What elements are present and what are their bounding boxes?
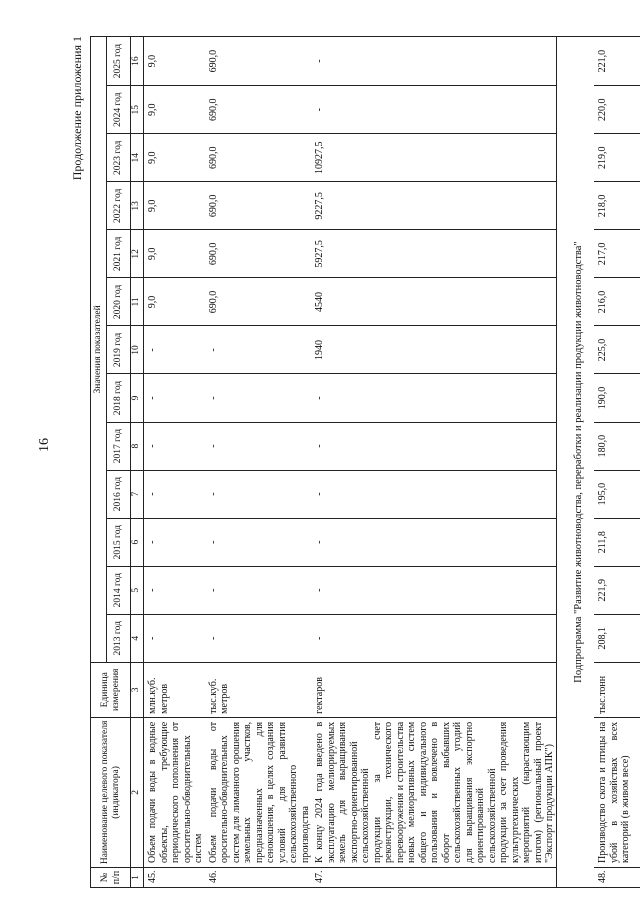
value-cell: 216,0 xyxy=(594,278,640,326)
value-cell: 221,9 xyxy=(594,566,640,614)
continuation-label: Продолжение приложения 1 xyxy=(70,36,84,181)
column-number: 9 xyxy=(131,374,144,422)
header-values-group: Значения показателей xyxy=(91,37,107,663)
value-cell: 221,0 xyxy=(594,37,640,86)
indicators-table xyxy=(90,36,640,888)
column-number: 14 xyxy=(131,134,144,182)
header-year: 2015 год xyxy=(107,518,131,566)
indicator-unit: гектаров xyxy=(311,662,556,717)
value-cell: 219,0 xyxy=(594,134,640,182)
value-cell: - xyxy=(144,518,205,566)
value-cell: - xyxy=(311,422,556,470)
row-number: 46. xyxy=(205,867,312,887)
column-number: 8 xyxy=(131,422,144,470)
value-cell: - xyxy=(311,518,556,566)
header-year: 2023 год xyxy=(107,134,131,182)
indicator-name: Объем подачи воды от оросительно-обводнительных систем для лиманного орошения земельных участков, предназначенных для сенокошения, в целях создания условий для развития сельскохозяйственного производства xyxy=(205,717,312,867)
column-number: 12 xyxy=(131,230,144,278)
header-year: 2013 год xyxy=(107,614,131,662)
rotated-page xyxy=(62,28,631,888)
subprogram-title: Подпрограмма "Развитие животноводства, переработки и реализации продукции животноводства" xyxy=(556,37,594,888)
indicator-name: Объем подачи воды в водные объекты, требующие периодического пополнения от оросительно-обводнительных систем xyxy=(144,717,205,867)
value-cell: - xyxy=(205,422,312,470)
value-cell: 5927,5 xyxy=(311,230,556,278)
header-year: 2016 год xyxy=(107,470,131,518)
value-cell: 690,0 xyxy=(205,37,312,86)
value-cell: 9,0 xyxy=(144,182,205,230)
value-cell: 208,1 xyxy=(594,614,640,662)
column-number: 16 xyxy=(131,37,144,86)
value-cell: 690,0 xyxy=(205,230,312,278)
value-cell: 9,0 xyxy=(144,134,205,182)
value-cell: - xyxy=(311,614,556,662)
column-number: 7 xyxy=(131,470,144,518)
indicator-unit: млн.куб. метров xyxy=(144,662,205,717)
value-cell: 9,0 xyxy=(144,86,205,134)
value-cell: - xyxy=(144,374,205,422)
indicator-unit: тыс.тонн xyxy=(594,662,640,717)
value-cell: 9,0 xyxy=(144,278,205,326)
value-cell: - xyxy=(311,374,556,422)
value-cell: 225,0 xyxy=(594,326,640,374)
header-year: 2014 год xyxy=(107,566,131,614)
row-number: 47. xyxy=(311,867,556,887)
table-row xyxy=(205,37,312,888)
value-cell: 180,0 xyxy=(594,422,640,470)
column-number: 2 xyxy=(131,717,144,867)
column-number: 3 xyxy=(131,662,144,717)
value-cell: - xyxy=(144,566,205,614)
value-cell: 690,0 xyxy=(205,182,312,230)
header-year: 2021 год xyxy=(107,230,131,278)
value-cell: - xyxy=(144,470,205,518)
value-cell: 9227,5 xyxy=(311,182,556,230)
value-cell: 690,0 xyxy=(205,86,312,134)
column-number: 1 xyxy=(131,867,144,887)
value-cell: - xyxy=(311,566,556,614)
indicator-unit: тыс.куб. метров xyxy=(205,662,312,717)
header-year: 2017 год xyxy=(107,422,131,470)
column-number: 4 xyxy=(131,614,144,662)
value-cell: 690,0 xyxy=(205,134,312,182)
header-year: 2020 год xyxy=(107,278,131,326)
value-cell: 211,8 xyxy=(594,518,640,566)
column-number: 11 xyxy=(131,278,144,326)
value-cell: - xyxy=(205,374,312,422)
value-cell: - xyxy=(311,470,556,518)
value-cell: - xyxy=(205,614,312,662)
value-cell: 195,0 xyxy=(594,470,640,518)
value-cell: - xyxy=(144,422,205,470)
value-cell: - xyxy=(205,518,312,566)
header-year: 2018 год xyxy=(107,374,131,422)
row-number: 45. xyxy=(144,867,205,887)
header-year: 2019 год xyxy=(107,326,131,374)
value-cell: - xyxy=(311,37,556,86)
column-number: 5 xyxy=(131,566,144,614)
value-cell: 190,0 xyxy=(594,374,640,422)
table-row xyxy=(144,37,205,888)
header-num: № п/п xyxy=(91,867,131,887)
indicator-name: К концу 2024 года введено в эксплуатацию мелиорируемых земель для выращивания экспортно-ориентированной сельскохозяйственной продукции за счет реконструкции, технического перевооружения и строительства новых мелиоративных систем общего и индивидуального пользования и вовлечено в оборот выбывших сельскохозяйственных угодий для выращивания экспортно ориентированной сельскохозяйственной продукции за счет проведения культуртехнических мероприятий (нарастающим итогом) (региональный проект "Экспорт продукции АПК") xyxy=(311,717,556,867)
header-year: 2025 год xyxy=(107,37,131,86)
value-cell: - xyxy=(205,326,312,374)
page-number: 16 xyxy=(37,438,52,452)
header-year: 2022 год xyxy=(107,182,131,230)
column-number: 13 xyxy=(131,182,144,230)
table-row xyxy=(311,37,556,888)
value-cell: 1940 xyxy=(311,326,556,374)
subprogram-row xyxy=(556,37,594,888)
indicator-name: Производство скота и птицы на убой в хозяйствах всех категорий (в живом весе) xyxy=(594,717,640,867)
header-unit: Единица измерения xyxy=(91,662,131,717)
row-number: 48. xyxy=(594,867,640,887)
column-number: 15 xyxy=(131,86,144,134)
header-year: 2024 год xyxy=(107,86,131,134)
value-cell: - xyxy=(205,566,312,614)
value-cell: 10927,5 xyxy=(311,134,556,182)
column-number: 6 xyxy=(131,518,144,566)
value-cell: 9,0 xyxy=(144,230,205,278)
value-cell: - xyxy=(144,614,205,662)
value-cell: 4540 xyxy=(311,278,556,326)
value-cell: 9,0 xyxy=(144,37,205,86)
value-cell: 217,0 xyxy=(594,230,640,278)
table-row xyxy=(594,37,640,888)
value-cell: - xyxy=(311,86,556,134)
column-number: 10 xyxy=(131,326,144,374)
value-cell: 220,0 xyxy=(594,86,640,134)
value-cell: - xyxy=(144,326,205,374)
header-name: Наименование целевого показателя (индикатора) xyxy=(91,717,131,867)
value-cell: 218,0 xyxy=(594,182,640,230)
value-cell: - xyxy=(205,470,312,518)
value-cell: 690,0 xyxy=(205,278,312,326)
